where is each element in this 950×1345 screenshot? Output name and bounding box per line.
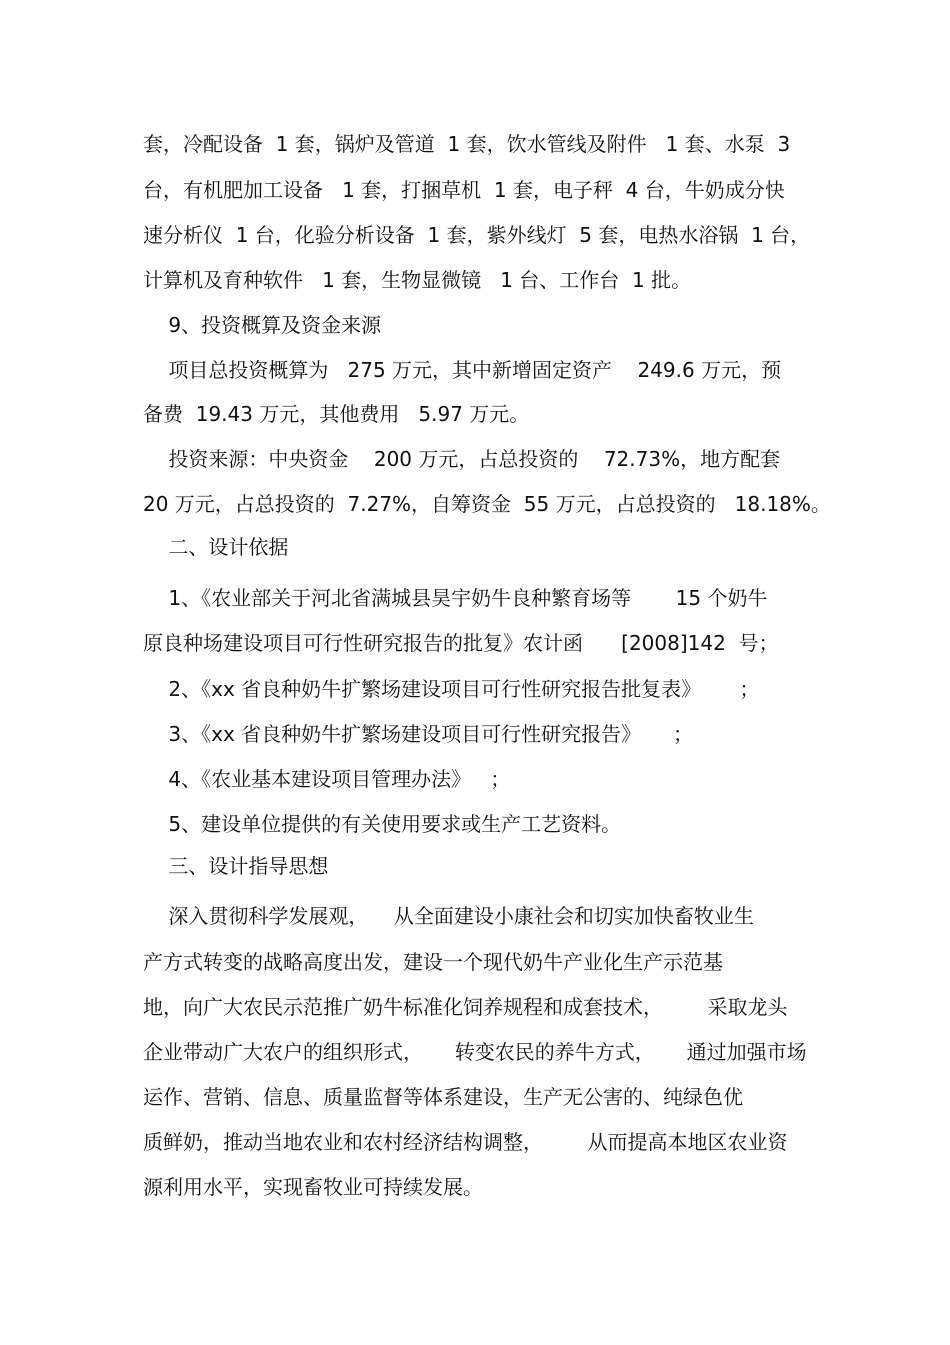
reference-item: 4、《农业基本建设项目管理办法》 ； [143, 767, 511, 791]
body-text-line: 项目总投资概算为 275 万元，其中新增固定资产 249.6 万元，预 [143, 358, 782, 382]
body-text-line: 地，向广大农民示范推广奶牛标准化饲养规程和成套技术， 采取龙头 [143, 995, 788, 1019]
body-text-line: 产方式转变的战略高度出发，建设一个现代奶牛产业化生产示范基 [143, 950, 723, 974]
body-text-line: 企业带动广大农户的组织形式， 转变农民的养牛方式， 通过加强市场 [143, 1040, 807, 1064]
reference-item: 3、《xx 省良种奶牛扩繁场建设项目可行性研究报告》 ； [143, 722, 693, 746]
body-text-line: 质鲜奶，推动当地农业和农村经济结构调整， 从而提高本地区农业资 [143, 1130, 788, 1154]
section-heading: 二、设计依据 [143, 535, 289, 559]
body-text-line: 套，冷配设备 1 套，锅炉及管道 1 套，饮水管线及附件 1 套、水泵 3 [143, 132, 791, 156]
reference-item: 1、《农业部关于河北省满城县昊宇奶牛良种繁育场等 15 个奶牛 [143, 586, 768, 610]
body-text-line: 运作、营销、信息、质量监督等体系建设，生产无公害的、纯绿色优 [143, 1085, 743, 1109]
body-text-line: 源利用水平，实现畜牧业可持续发展。 [143, 1175, 483, 1199]
reference-item: 5、建设单位提供的有关使用要求或生产工艺资料。 [143, 812, 622, 836]
body-text-line: 备费 19.43 万元，其他费用 5.97 万元。 [143, 402, 530, 426]
body-text-line: 20 万元，占总投资的 7.27%，自筹资金 55 万元，占总投资的 18.18%。 [143, 492, 831, 516]
body-text-line: 速分析仪 1 台，化验分析设备 1 套，紫外线灯 5 套，电热水浴锅 1 台， [143, 223, 811, 247]
body-text-line: 深入贯彻科学发展观， 从全面建设小康社会和切实加快畜牧业生 [143, 904, 754, 928]
section-heading: 9、投资概算及资金来源 [143, 313, 382, 337]
body-text-line: 台，有机肥加工设备 1 套，打捆草机 1 套，电子秤 4 台，牛奶成分快 [143, 178, 785, 202]
reference-item: 原良种场建设项目可行性研究报告的批复》农计函 [2008]142 号； [143, 631, 779, 655]
body-text-line: 投资来源：中央资金 200 万元，占总投资的 72.73%，地方配套 [143, 447, 781, 471]
body-text-line: 计算机及育种软件 1 套，生物显微镜 1 台、工作台 1 批。 [143, 268, 692, 292]
reference-item: 2、《xx 省良种奶牛扩繁场建设项目可行性研究报告批复表》 ； [143, 677, 760, 701]
section-heading: 三、设计指导思想 [143, 854, 329, 878]
